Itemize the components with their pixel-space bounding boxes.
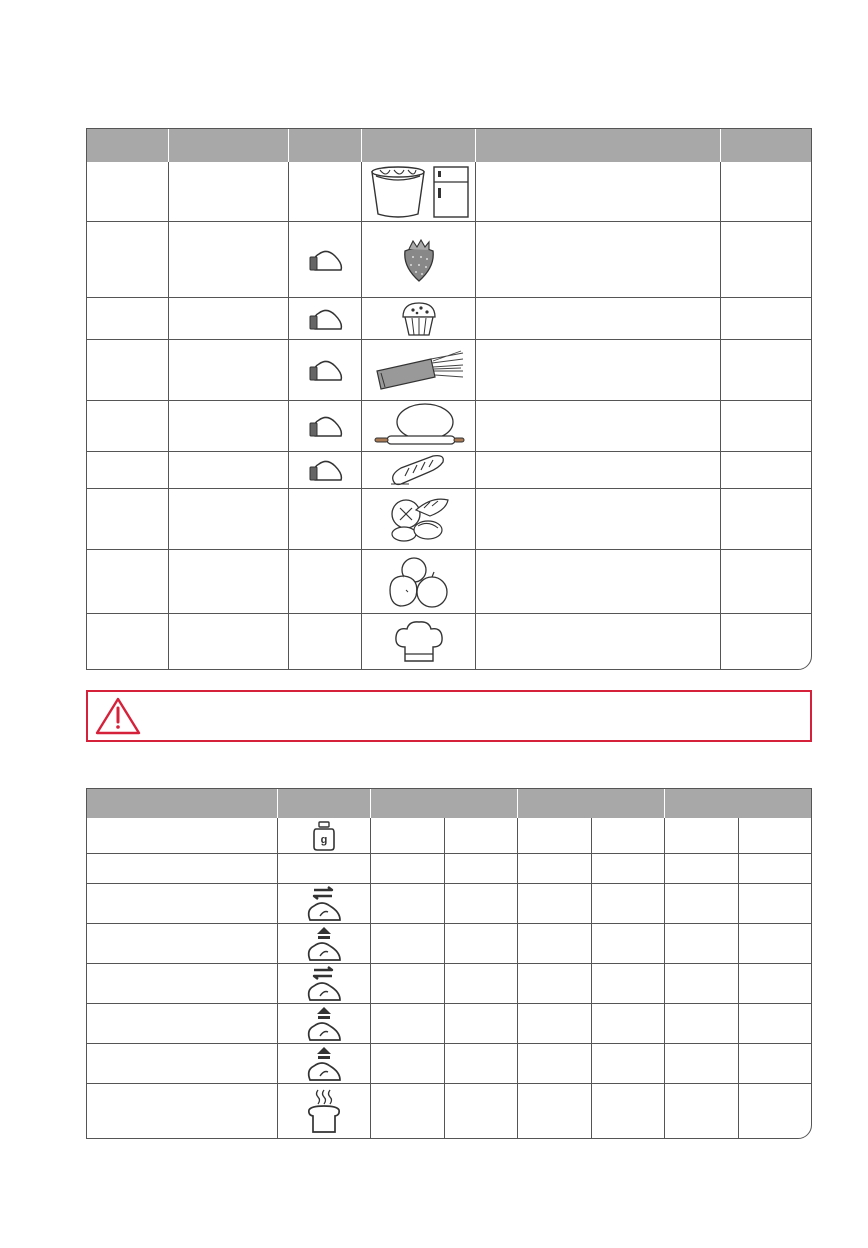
- bread-icon: [307, 358, 343, 382]
- bread-icon: [307, 307, 343, 331]
- chef-hat-icon: [393, 621, 445, 663]
- baguette-icon: [389, 454, 449, 486]
- table-row: [362, 222, 475, 297]
- bread-icon: [307, 248, 343, 272]
- table-row: [278, 884, 370, 923]
- pasta-icon: [373, 349, 465, 391]
- table-row: [362, 340, 475, 400]
- strawberry-icon: [399, 237, 439, 283]
- table-row: [278, 1084, 370, 1138]
- knead-icon: [304, 886, 344, 922]
- cycle-table-header: [87, 789, 811, 818]
- program-table: [86, 128, 812, 670]
- table-row: [362, 452, 475, 488]
- fruits-icon: [386, 554, 452, 610]
- rise-icon: [304, 1046, 344, 1082]
- bucket-and-fridge-icon: [366, 164, 472, 220]
- dough-rolling-pin-icon: [373, 402, 465, 450]
- knead-icon: [304, 966, 344, 1002]
- table-row: [362, 298, 475, 339]
- table-row: [362, 614, 475, 669]
- svg-text:g: g: [320, 834, 328, 846]
- table-row: [362, 163, 475, 221]
- table-row: [278, 924, 370, 963]
- rise-icon: [304, 926, 344, 962]
- table-row: [278, 964, 370, 1003]
- program-table-header: [87, 129, 811, 162]
- table-row: [278, 1004, 370, 1043]
- bake-icon: [307, 1088, 341, 1134]
- weight-icon: [312, 821, 336, 851]
- table-row: [362, 489, 475, 549]
- breads-assortment-icon: [386, 494, 452, 544]
- table-row: [362, 550, 475, 613]
- cycle-table: [86, 788, 812, 1139]
- bread-icon: [307, 458, 343, 482]
- warning-triangle-icon: [94, 696, 142, 741]
- muffin-icon: [399, 301, 439, 337]
- rise-icon: [304, 1006, 344, 1042]
- bread-icon: [307, 414, 343, 438]
- warning-box: [86, 690, 812, 742]
- table-row: [362, 401, 475, 451]
- table-row: [278, 1044, 370, 1083]
- table-row: [278, 819, 370, 853]
